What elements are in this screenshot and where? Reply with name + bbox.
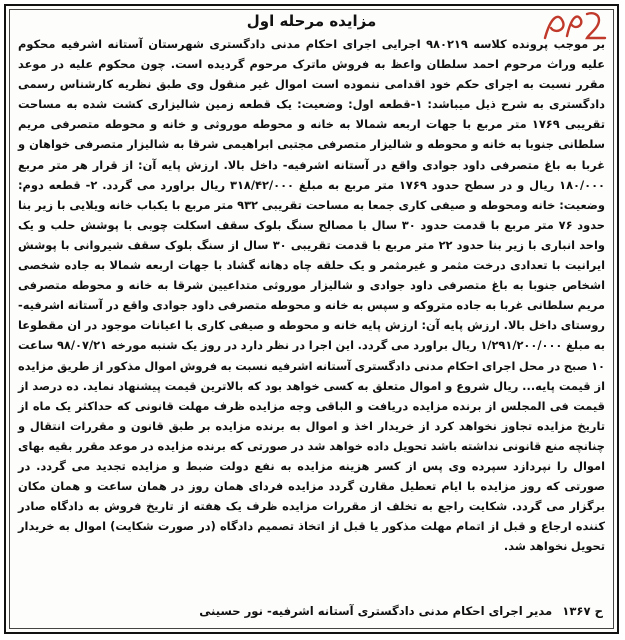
auction-notice [4, 4, 619, 634]
signature-text: مدیر اجرای احکام مدنی دادگستری آستانه اشرفیه- نور حسینی [199, 604, 553, 618]
notice-signature [20, 602, 603, 620]
notice-title: مزایده مرحله اول [246, 12, 377, 30]
signature-code: ح ۱۳۶۷ [562, 604, 603, 618]
notice-body: بر موجب پرونده کلاسه ۹۸۰۲۱۹ اجرایی اجرای احکام مدنی دادگستری شهرستان آستانه اشرفیه محکوم علیه وراث مرحوم احمد سلطان واعظ به فروش ماترک مرحوم گردیده است. چون محکوم علیه در موعد مقرر نسبت به اجرای حکم خود اقدامی ننموده است اموال غیر منقول وی طبق نظریه کارشناس رسمی دادگستری به شرح ذیل میباشد: ۱-قطعه اول: وضعیت: یک قطعه زمین شالیزاری کشت شده به مساحت تقریبی ۱۷۶۹ متر مربع با جهات اربعه شمالا به خانه و محوطه موروثی و خانه و محوطه متصرفی مریم سلطانی جنوبا به خانه و محوطه و شالیزار متصرفی مجتبی ابراهیمی شرقا به شالیزار متصرفی خواهان و غربا به باغ متصرفی داود جوادی واقع در آستانه اشرفیه- داخل بالا. ارزش پایه آن: از قرار هر متر مربع ۱۸۰/۰۰۰ ریال و در سطح حدود ۱۷۶۹ متر مربع به مبلغ ۳۱۸/۴۲/۰۰۰ ریال براورد می گردد. ۲- قطعه دوم: وضعیت: خانه ومحوطه و صیفی کاری جمعا به مساحت تقریبی ۹۳۲ متر مربع با یکباب خانه ویلایی با زیر بنا حدود ۷۶ متر مربع با قدمت حدود ۳۰ سال با مصالح سنگ بلوک سقف اسکلت چوبی با پوشش حلب و یک واحد انباری با زیر بنا حدود ۲۲ متر مربع با قدمت تقریبی ۳۰ سال از سنگ بلوک سقف شیروانی با پوشش ایرانیت با تعدادی درخت مثمر و غیرمثمر و یک حلقه چاه دهانه گشاد با جهات اربعه شمالا به جاده شخصی اشخاص جنوبا به باغ متصرفی داود جوادی و شالیزار موروثی متداعیین شرقا به خانه و محوطه متصرفی مریم سلطانی غربا به جاده متروکه و سپس به خانه و محوطه متصرفی داود جوادی واقع در آستانه اشرفیه- روستای داخل بالا. ارزش پایه آن: ارزش پایه خانه و محوطه و صیفی کاری با اعیانات موجود در ان مقطوعا به مبلغ ۱/۲۹۱/۲۰۰/۰۰۰ ریال براورد می گردد. این اجرا در نظر دارد در روز یک شنبه مورخه ۹۸/۰۷/۲۱ ساعت ۱۰ صبح در محل اجرای احکام مدنی دادگستری آستانه اشرفیه نسبت به فروش اموال مذکور از طریق مزایده از قیمت پایه... ریال شروع و اموال متعلق به کسی خواهد بود که بالاترین قیمت پیشنهاد نماید. ده درصد از قیمت فی المجلس از برنده مزایده دریافت و الباقی وجه مزایده ظرف مهلت قانونی که حداکثر یک ماه از تاریخ مزایده تجاوز نخواهد کرد از خریدار اخذ و اموال به برنده مزایده بر طبق قانون و مقررات انتقال و چنانچه منع قانونی نداشته باشد تحویل داده خواهد شد در صورتی که برنده مزایده در موعد مقرر بقیه بهای اموال را نپردازد سپرده وی پس از کسر هزینه مزایده به نفع دولت ضبط و مزایده تجدید می گردد. در صورتی که روز مزایده با ایام تعطیل مقارن گردد مزایده فردای همان روز در همان ساعت و همان مکان برگزار می گردد. شکایت راجع به تخلف از مقررات مزایده ظرف یک هفته از تاریخ فروش به دادگاه صادر کننده ارجاع و قبل از اتمام مهلت مذکور یا قبل از اتخاذ تصمیم دادگاه (در صورت شکایت) اموال به خریدار تحویل نخواهد شد. [18, 37, 605, 554]
